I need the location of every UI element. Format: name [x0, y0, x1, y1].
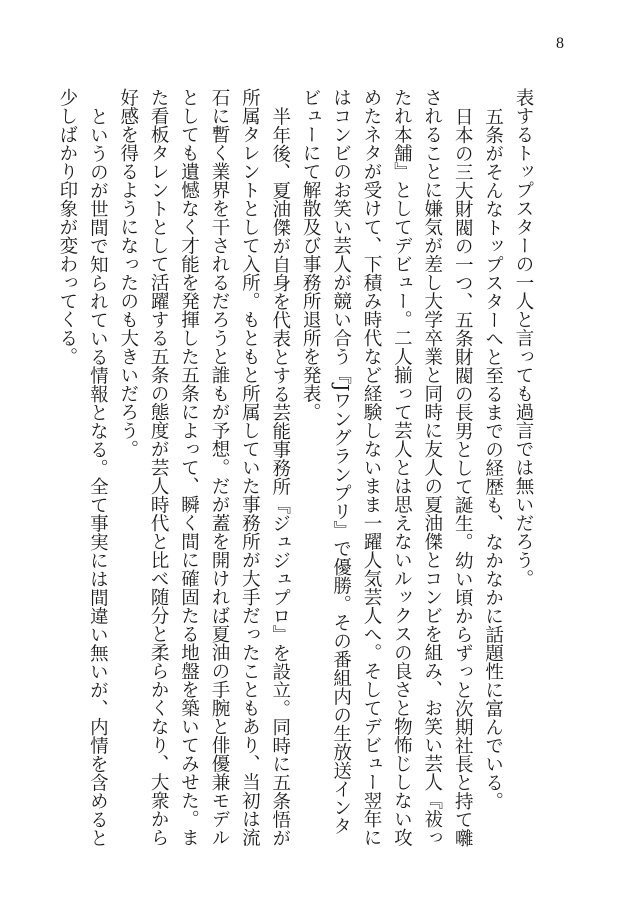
- paragraph-public-knowledge: というのが世間で知られている情報となる。全て事実には間違い無いが、内情を含めると少しばかり印象が変わってくる。: [56, 88, 109, 847]
- paragraph-agency-founding: 半年後、夏油傑が自身を代表とする芸能事務所『ジュジュプロ』を設立。同時に五条悟が所属タレントとして入所。もともと所属していた事務所が大手だったこともあり、当初は流石に暫く業界を干されるだろうと誰もが予想。だが蓋を開ければ夏油の手腕と俳優兼モデルとしても遺憾なく才能を発揮した五条によって、瞬く間に確固たる地盤を築いてみせた。また看板タレントとして活躍する五条の態度が芸人時代と比べ随分と柔らかくなり、大衆から好感を得るようになったのも大きいだろう。: [117, 88, 291, 847]
- vertical-text-body: [52, 88, 539, 848]
- paragraph-debut-history: 日本の三大財閥の一つ、五条財閥の長男として誕生。幼い頃からずっと次期社長と持て囃されることに嫌気が差し大学卒業と同時に友人の夏油傑とコンビを組み、お笑い芸人『祓ったれ本舗』としてデビュー。二人揃って芸人とは思えないルックスの良さと物怖じしない攻めたネタが受けて、下積み時代など経験しないまま一躍人気芸人へ。そしてデビュー翌年にはコンビのお笑い芸人が競い合う『Jワングランプリ』で優勝。その番組内の生放送インタビューにて解散及び事務所退所を発表。: [300, 88, 474, 847]
- paragraph-career-intro: 五条がそんなトップスターへと至るまでの経歴も、なかなかに話題性に富んでいる。: [482, 106, 504, 810]
- paragraph-continuation: 表するトップスターの一人と言っても過言では無いだろう。: [513, 88, 534, 588]
- page-number: 8: [556, 35, 564, 52]
